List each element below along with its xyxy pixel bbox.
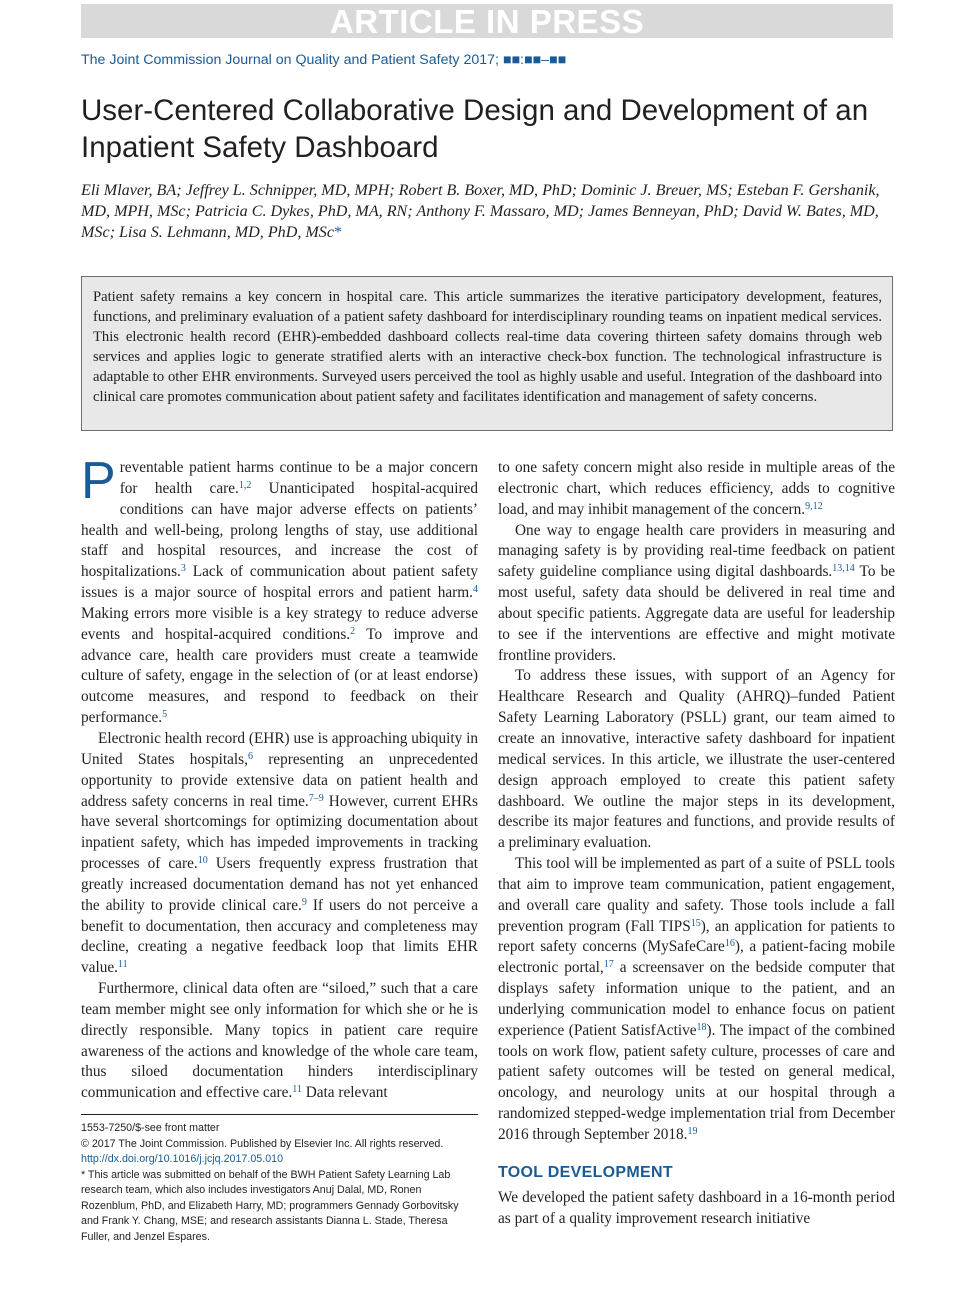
body-text: We developed the patient safety dashboard in a 16-month period as part of a quality improvement research initiative: [498, 1188, 895, 1227]
body-text: to one safety concern might also reside in multiple areas of the electronic chart, which reduces efficiency, adds to cognitive load, and may inhibit management of the concern.: [498, 459, 895, 518]
body-text: This tool will be implemented as part of a suite of PSLL tools that aim to improve team communication, patient engagement, and overall care quality and safety. Those tools include a fall prevention program (Fall TIPS: [498, 855, 895, 935]
body-text: Electronic health record (EHR) use is approaching ubiquity in United States hospitals,: [81, 729, 478, 768]
body-text: ), an application for patients to report safety concerns (MySafeCare: [498, 917, 895, 956]
body-text: If users do not perceive a benefit to documentation, then accuracy and completeness may decline, creating a negative feedback loop that limits EHR value.: [81, 896, 478, 977]
body-text: representing an unprecedented opportunity to provide extensive data on patient health and address safety concerns in real time.: [81, 750, 478, 810]
author-footnote: * This article was submitted on behalf of the BWH Patient Safety Learning Lab research team, which also includes investigators Anuj Dalal, MD, Ronen Rozenblum, PhD, and Elizabeth Harry, MD; programmers Gennady Gorbovitsky and Frank Y. Chang, MSE; and research assistants Dianna L. Stade, Theresa Fuller, and Jenzel Espares.: [81, 1168, 459, 1243]
journal-citation: The Joint Commission Journal on Quality and Patient Safety 2017; ■■:■■–■■: [81, 52, 567, 68]
body-text: Furthermore, clinical data often are “siloed,” such that a care team member might see only information for which she or he is directly responsible. Many topics in patient care require awareness of the actions and knowledge of the whole care team, thus siloed documentation hinders interdisciplinary communication and effective care.: [81, 980, 478, 1102]
citation-ref[interactable]: 19: [687, 1126, 698, 1137]
citation-ref[interactable]: 5: [162, 709, 168, 721]
copyright-line: © 2017 The Joint Commission. Published by Elsevier Inc. All rights reserved.: [81, 1137, 444, 1150]
citation-ref[interactable]: 17: [603, 959, 614, 971]
body-text: To improve and advance care, health care providers must create a teamwide culture of safety, engage in the selection of (or at least endorse) outcome measures, and respond to feedback on their performance.: [81, 625, 479, 727]
doi-link[interactable]: http://dx.doi.org/10.1016/j.jcjq.2017.05.010: [81, 1153, 284, 1165]
intro-paragraph-7: [498, 854, 895, 1146]
article-in-press-banner: ARTICLE IN PRESS: [81, 4, 893, 38]
intro-paragraph-4: [498, 458, 895, 521]
tool-development-paragraph-1: [498, 1188, 895, 1230]
citation-ref[interactable]: 3: [180, 563, 186, 575]
body-text: reventable patient harms continue to be a major concern for health care.: [119, 459, 478, 497]
intro-paragraph-3: [81, 979, 478, 1104]
author-footnote-marker[interactable]: *: [334, 224, 343, 241]
footnotes: [81, 1121, 478, 1245]
intro-paragraph-2: [81, 729, 478, 979]
abstract-box: [81, 276, 893, 431]
citation-ref[interactable]: 2: [350, 625, 356, 637]
body-text: ). The impact of the combined tools on work flow, patient safety culture, processes of care and patient safety outcomes will be tested on general medical, oncology, and neurology units at our hospital through a randomized stepped-wedge implementation trial from December 2016 through September 2018.: [498, 1021, 895, 1143]
citation-ref[interactable]: 11: [117, 959, 128, 971]
citation-ref[interactable]: 4: [473, 584, 478, 596]
citation-ref[interactable]: 7–9: [308, 792, 324, 804]
footnote-rule: [81, 1114, 478, 1115]
citation-ref[interactable]: 9: [301, 896, 307, 908]
citation-ref[interactable]: 16: [724, 938, 735, 950]
body-text: To be most useful, safety data should be delivered in real time and about specific patients. Aggregate data are useful for leadership to see if the interventions are effective and might motivate frontline providers.: [498, 563, 896, 664]
citation-ref[interactable]: 9,12: [805, 500, 823, 512]
body-text: Making errors more visible is a key strategy to reduce adverse events and hospital-acquired conditions.: [81, 604, 478, 643]
body-text: ), a patient-facing mobile electronic portal,: [498, 938, 895, 977]
citation-ref[interactable]: 18: [696, 1021, 707, 1033]
body-text: Users frequently express frustration that greatly increased documentation demand has not yet enhanced the ability to provide clinical care.: [81, 855, 478, 914]
author-list: [81, 180, 893, 243]
article-title: User-Centered Collaborative Design and Development of an Inpatient Safety Dashboard: [81, 94, 869, 164]
drop-cap: P: [81, 452, 116, 510]
body-text: Unanticipated hospital-acquired conditions can have major adverse effects on patients’ health and well-being, prolong lengths of stay, use additional staff and hospital resources, and increase the cost of hospitalizations.: [81, 479, 478, 581]
abstract-text: Patient safety remains a key concern in hospital care. This article summarizes the iterative participatory development, features, functions, and preliminary evaluation of a patient safety dashboard for interdisciplinary rounding teams on inpatient medical services. This electronic health record (EHR)-embedded dashboard collects real-time data covering thirteen safety domains through web services and applies logic to generate stratified alerts with an interactive check-box function. The technological infrastructure is adaptable to other EHR environments. Surveyed users perceived the tool as highly usable and useful. Integration of the dashboard into clinical care promotes communication about patient safety and facilitates identification and management of safety concerns.: [93, 289, 882, 405]
citation-ref[interactable]: 10: [197, 855, 208, 867]
body-text: One way to engage health care providers in measuring and managing safety is by providing real-time feedback on patient safety guideline compliance using digital dashboards.: [498, 521, 895, 581]
intro-paragraph-6: [498, 666, 895, 854]
issn-line: 1553-7250/$-see front matter: [81, 1122, 220, 1134]
body-text: However, current EHRs have several shortcomings for optimizing documentation about inpatient safety, which has impeded improvements in tracking processes of care.: [81, 792, 479, 873]
citation-ref[interactable]: 1,2: [238, 479, 252, 491]
right-column: [498, 458, 895, 1230]
left-column: [81, 452, 479, 1104]
intro-paragraph-5: [498, 521, 895, 667]
body-text: a screensaver on the bedside computer that displays safety information unique to the patient, and an underlying communication model to enhance focus on patient experience (Patient SatisfActive: [498, 959, 895, 1039]
body-text: Lack of communication about patient safety issues is a major source of hospital errors and patient harm.: [81, 563, 478, 602]
section-heading-tool-development: TOOL DEVELOPMENT: [498, 1163, 673, 1181]
intro-paragraph-1: [81, 452, 479, 729]
citation-ref[interactable]: 15: [690, 917, 701, 929]
body-text: Data relevant: [301, 1084, 388, 1102]
author-names: Eli Mlaver, BA; Jeffrey L. Schnipper, MD, MPH; Robert B. Boxer, MD, PhD; Dominic J. Breuer, MS; Esteban F. Gershanik, MD, MPH, MSc; Patricia C. Dykes, PhD, MA, RN; Anthony F. Massaro, MD; James Benneyan, PhD; David W. Bates, MD, MSc; Lisa S. Lehmann, MD, PhD, MSc: [81, 182, 880, 241]
citation-ref[interactable]: 6: [247, 750, 253, 762]
body-text: To address these issues, with support of an Agency for Healthcare Research and Quality (AHRQ)–funded Patient Safety Learning Laboratory (PSLL) grant, our team aimed to create an innovative, interactive safety dashboard for inpatient medical services. In this article, we illustrate the user-centered design approach employed to create this patient safety dashboard. We outline the major steps in its development, describe its major features and functions, and provide results of a preliminary evaluation.: [498, 667, 895, 852]
citation-ref[interactable]: 13,14: [832, 563, 855, 575]
citation-ref[interactable]: 11: [292, 1084, 302, 1096]
